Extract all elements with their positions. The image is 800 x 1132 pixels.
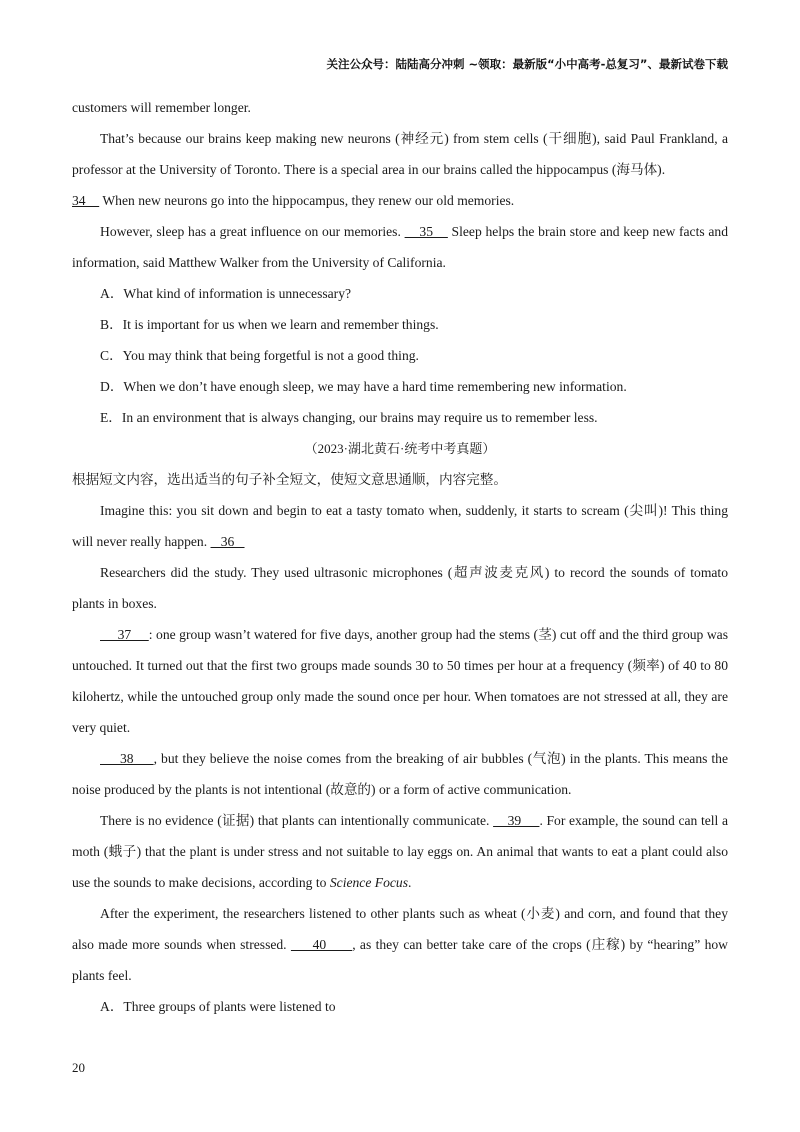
blank-35: 35	[404, 224, 448, 239]
passage2-paragraph-1	[72, 495, 728, 557]
paragraph-text: However, sleep has a great influence on our memories.	[100, 224, 405, 239]
instruction: 根据短文内容，选出适当的句子补全短文，使短文意思通顺，内容完整。	[72, 472, 507, 487]
magazine-title: Science Focus	[329, 875, 408, 890]
blank-38: 38	[100, 751, 154, 766]
paragraph-text: : one group wasn’t watered for five days, another group had the stems (茎) cut off and the third group was untouched. It turned out that the first two groups made sounds 30 to 50 times per hour at a frequency (频率) of 40 to 80 kilohertz, while the untouched group only made the sound once per hour. When tomatoes are not stressed at all, they are very quiet.	[72, 627, 729, 735]
blank-37: 37	[100, 627, 149, 642]
passage1-paragraph-3	[72, 216, 728, 278]
document-body	[72, 92, 728, 1022]
paragraph-text: , but they believe the noise comes from the breaking of air bubbles (气泡) in the plants. This means the noise produced by the plants is not intentional (故意的) or a form of active communication.	[72, 751, 729, 797]
blank-40: 40	[290, 937, 353, 952]
blank-34: 34	[72, 193, 100, 208]
paragraph-text: When new neurons go into the hippocampus, they renew our old memories.	[99, 193, 515, 208]
paragraph-text: Sleep helps the brain store and keep new facts and information, said Matthew Walker from the University of California.	[72, 224, 728, 270]
paragraph-text: . For example, the sound can tell a moth (蛾子) that the plant is under stress and not suitable to lay eggs on. An animal that wants to eat a plant could also use the sounds to make decisions, according to	[72, 813, 728, 890]
page-header: 关注公众号：陆陆高分冲刺 ~领取：最新版“小中高考-总复习”、最新试卷下载	[326, 57, 728, 71]
passage2-paragraph-3	[72, 619, 728, 743]
paragraph-text: .	[407, 875, 412, 890]
paragraph-text: Imagine this: you sit down and begin to eat a tasty tomato when, suddenly, it starts to scream (尖叫)! This thing will never really happen.	[72, 503, 728, 549]
page-number: 20	[72, 1060, 85, 1075]
blank-36: 36	[210, 534, 245, 549]
passage2-paragraph-6	[72, 898, 728, 991]
option-a-passage2: A．Three groups of plants were listened to	[100, 999, 336, 1014]
question-source: （2023·湖北黄石·统考中考真题）	[304, 441, 496, 456]
blank-39: 39	[493, 813, 540, 828]
paragraph-text: After the experiment, the researchers listened to other plants such as wheat (小麦) and corn, and found that they also made more sounds when stressed.	[72, 906, 728, 952]
continued-line: customers will remember longer.	[72, 100, 251, 115]
passage1-paragraph-2	[72, 123, 728, 216]
paragraph-text: That’s because our brains keep making new neurons (神经元) from stem cells (干细胞), said Paul Frankland, a professor at the University of Toronto. There is a special area in our brains called the hippocampus (海马体).	[72, 131, 728, 177]
paragraph-text: There is no evidence (证据) that plants can intentionally communicate.	[100, 813, 494, 828]
option-e: E．In an environment that is always changing, our brains may require us to remember less.	[100, 410, 598, 425]
option-c: C．You may think that being forgetful is not a good thing.	[100, 348, 419, 363]
option-a: A．What kind of information is unnecessary?	[100, 286, 352, 301]
option-b: B．It is important for us when we learn and remember things.	[100, 317, 439, 332]
passage2-paragraph-4	[72, 743, 728, 805]
option-d: D．When we don’t have enough sleep, we may have a hard time remembering new information.	[100, 379, 627, 394]
paragraph-text: , as they can better take care of the crops (庄稼) by “hearing” how plants feel.	[72, 937, 728, 983]
passage2-paragraph-2: Researchers did the study. They used ultrasonic microphones (超声波麦克风) to record the sounds of tomato plants in boxes.	[72, 565, 728, 611]
passage2-paragraph-5	[72, 805, 728, 898]
